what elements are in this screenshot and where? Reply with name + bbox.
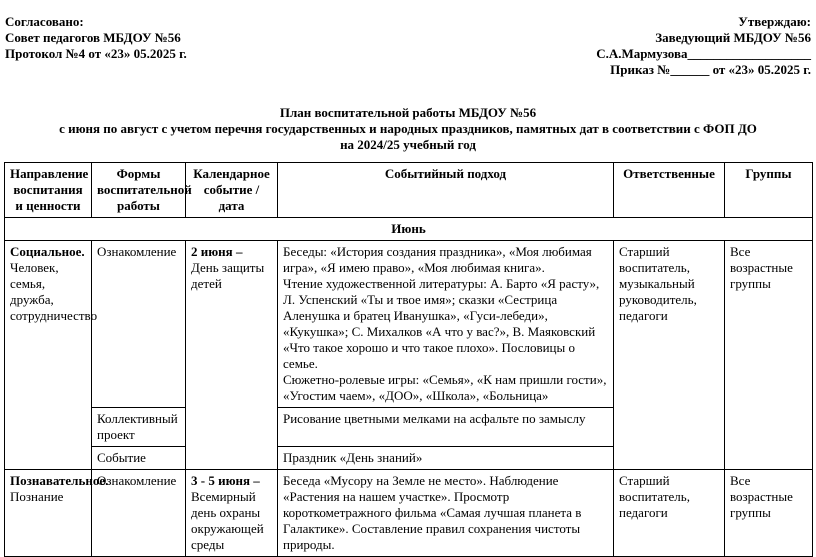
approval-block	[5, 14, 187, 62]
event-line: Рисование цветными мелками на асфальте по замыслу	[283, 411, 586, 426]
groups-cell: Все возрастные группы	[725, 241, 813, 470]
table-row	[5, 241, 813, 408]
event-line: Беседы: «История создания праздника», «Моя любимая игра», «Я имею право», «Моя любимая книга».	[283, 244, 592, 275]
title-line-2: с июня по август с учетом перечня государственных и народных праздников, памятных дат в соответствии с ФОП ДО	[59, 121, 757, 136]
event-line: Чтение художественной литературы: А. Барто «Я расту», Л. Успенский «Ты и твое имя»; сказки «Сестрица Аленушка и братец Иванушка», «Гуси-лебеди», «Кукушка»; С. Михалков «А что у вас?», В. Маяковский «Что такое хорошо и что такое плохо». Пословицы о семье.	[283, 276, 600, 371]
column-header: Направление воспитания и ценности	[5, 163, 92, 218]
date-cell	[186, 241, 278, 470]
direction-cell	[5, 470, 109, 557]
approval-council: Совет педагогов МБДОУ №56	[5, 30, 181, 45]
form-cell: Событие	[92, 447, 186, 470]
date-bold: 2 июня –	[191, 244, 243, 259]
approval-protocol: Протокол №4 от «23» 05.2025 г.	[5, 46, 187, 61]
event-cell	[278, 241, 614, 408]
plan-table	[4, 162, 813, 557]
event-line: Праздник «День знаний»	[283, 450, 423, 465]
column-header: Событийный подход	[278, 163, 614, 218]
direction-name: Социальное.	[10, 244, 85, 259]
title-line-3: на 2024/25 учебный год	[340, 137, 476, 152]
month-row	[5, 218, 813, 241]
groups-cell: Все возрастные группы	[725, 470, 813, 557]
form-cell: Ознакомление	[92, 241, 186, 408]
approved-block	[596, 14, 811, 78]
column-header: Календарное событие / дата	[186, 163, 278, 218]
form-cell: Ознакомление	[92, 470, 186, 557]
column-header: Ответственные	[614, 163, 725, 218]
approved-signature: С.А.Мармузова___________________	[596, 46, 811, 61]
date-text: Всемирный день охраны окружающей среды	[191, 489, 264, 552]
direction-values: Познание	[10, 489, 64, 504]
direction-name: Познавательное.	[10, 473, 109, 488]
date-bold: 3 - 5 июня –	[191, 473, 260, 488]
responsible-cell: Старший воспитатель, педагоги	[614, 470, 725, 557]
event-cell	[278, 470, 614, 557]
document-title	[0, 105, 816, 153]
table-row	[5, 470, 813, 557]
approval-label: Согласовано:	[5, 14, 84, 29]
approved-position: Заведующий МБДОУ №56	[655, 30, 811, 45]
event-line: Беседа «Мусору на Земле не место». Наблюдение «Растения на нашем участке». Просмотр короткометражного фильма «Самая лучшая планета в Галактике». Составление правил сохранения чистоты природы.	[283, 473, 582, 552]
form-cell: Коллективный проект	[92, 408, 186, 447]
direction-cell	[5, 241, 98, 470]
approved-order: Приказ №______ от «23» 05.2025 г.	[610, 62, 811, 77]
title-line-1: План воспитательной работы МБДОУ №56	[279, 105, 537, 120]
date-text: День защиты детей	[191, 260, 265, 291]
approved-label: Утверждаю:	[738, 14, 811, 29]
date-cell	[186, 470, 278, 557]
month-label: Июнь	[5, 218, 813, 241]
column-header: Группы	[725, 163, 813, 218]
event-line: Сюжетно-ролевые игры: «Семья», «К нам пришли гости», «Угостим чаем», «ДОО», «Школа», «Больница»	[283, 372, 607, 403]
column-header: Формы воспитательной работы	[92, 163, 186, 218]
responsible-cell: Старший воспитатель, музыкальный руководитель, педагоги	[614, 241, 725, 470]
event-cell	[278, 447, 614, 470]
direction-values: Человек, семья, дружба, сотрудничество	[10, 260, 98, 323]
event-cell	[278, 408, 614, 447]
table-header-row	[5, 163, 813, 218]
